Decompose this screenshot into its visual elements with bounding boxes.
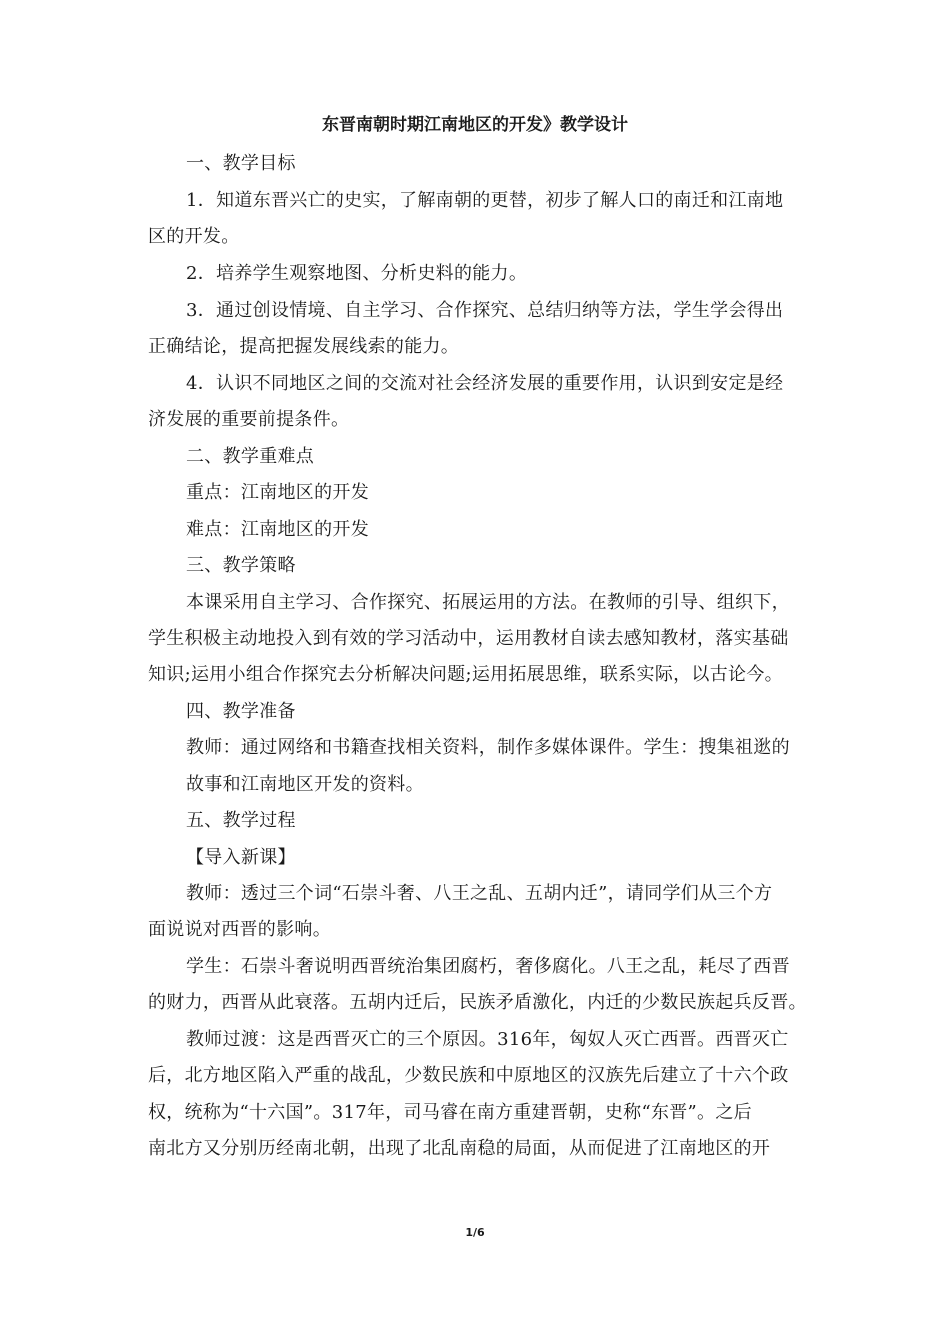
paragraph-line: 学生积极主动地投入到有效的学习活动中，运用教材自读去感知教材，落实基础 — [148, 628, 789, 649]
paragraph-line: 知识;运用小组合作探究去分析解决问题;运用拓展思维，联系实际，以古论今。 — [148, 664, 783, 685]
paragraph-line: 重点：江南地区的开发 — [186, 482, 369, 503]
page-number: 1/6 — [465, 1226, 485, 1239]
paragraph-line: 教师：透过三个词“石崇斗奢、八王之乱、五胡内迁”，请同学们从三个方 — [186, 883, 773, 904]
heading-teaching-goals: 一、教学目标 — [186, 153, 296, 174]
paragraph-line: 4．认识不同地区之间的交流对社会经济发展的重要作用，认识到安定是经 — [186, 373, 784, 394]
document-title: 东晋南朝时期江南地区的开发》教学设计 — [322, 115, 628, 135]
paragraph-line: 难点：江南地区的开发 — [186, 519, 369, 540]
subheading-intro: 【导入新课】 — [186, 847, 296, 868]
heading-key-points: 二、教学重难点 — [186, 446, 315, 467]
paragraph-line: 3．通过创设情境、自主学习、合作探究、总结归纳等方法，学生学会得出 — [186, 300, 784, 321]
paragraph-line: 2．培养学生观察地图、分析史料的能力。 — [186, 263, 528, 284]
paragraph-line: 面说说对西晋的影响。 — [148, 919, 331, 940]
heading-teaching-preparation: 四、教学准备 — [186, 701, 296, 722]
paragraph-line: 本课采用自主学习、合作探究、拓展运用的方法。在教师的引导、组织下， — [186, 592, 790, 613]
paragraph-line: 的财力，西晋从此衰落。五胡内迁后，民族矛盾激化，内迁的少数民族起兵反晋。 — [148, 992, 807, 1013]
paragraph-line: 1．知道东晋兴亡的史实，了解南朝的更替，初步了解人口的南迁和江南地 — [186, 190, 784, 211]
paragraph-line: 正确结论，提高把握发展线索的能力。 — [148, 336, 460, 357]
paragraph-line: 后，北方地区陷入严重的战乱，少数民族和中原地区的汉族先后建立了十六个政 — [148, 1065, 789, 1086]
paragraph-line: 学生：石崇斗奢说明西晋统治集团腐朽，奢侈腐化。八王之乱，耗尽了西晋 — [186, 956, 790, 977]
paragraph-line: 故事和江南地区开发的资料。 — [186, 774, 424, 795]
paragraph-line: 教师过渡：这是西晋灭亡的三个原因。316年，匈奴人灭亡西晋。西晋灭亡 — [186, 1029, 789, 1050]
heading-teaching-strategy: 三、教学策略 — [186, 555, 296, 576]
paragraph-line: 南北方又分别历经南北朝，出现了北乱南稳的局面，从而促进了江南地区的开 — [148, 1138, 771, 1159]
paragraph-line: 教师：通过网络和书籍查找相关资料，制作多媒体课件。学生：搜集祖逖的 — [186, 737, 790, 758]
paragraph-line: 权，统称为“十六国”。317年，司马睿在南方重建晋朝，史称“东晋”。之后 — [148, 1102, 752, 1123]
paragraph-line: 区的开发。 — [148, 226, 240, 247]
heading-teaching-process: 五、教学过程 — [186, 810, 296, 831]
paragraph-line: 济发展的重要前提条件。 — [148, 409, 350, 430]
